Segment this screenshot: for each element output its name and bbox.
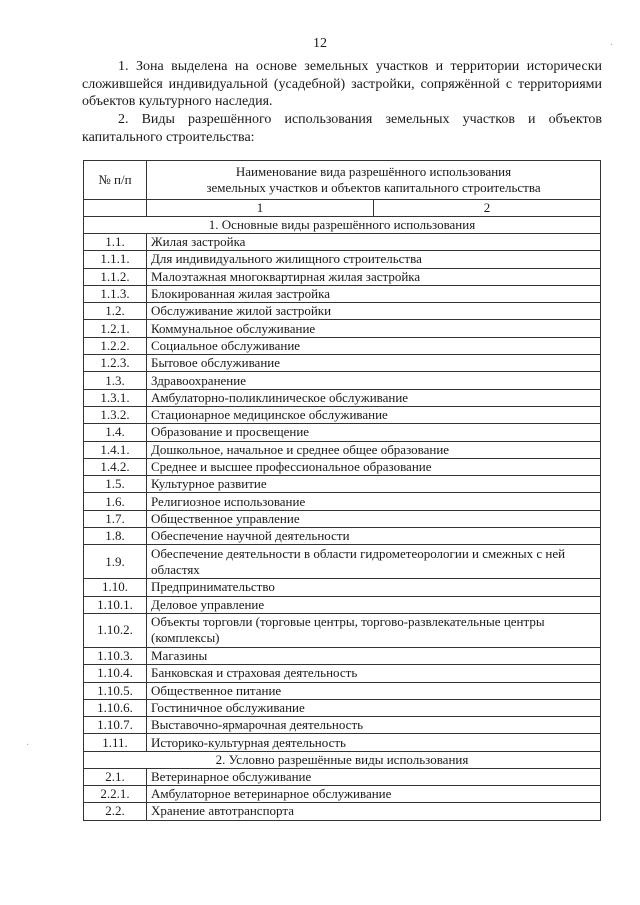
row-use-name: Блокированная жилая застройка bbox=[147, 285, 601, 302]
row-use-name: Дошкольное, начальное и среднее общее образование bbox=[147, 441, 601, 458]
paragraph-uses-intro: 2. Виды разрешённого использования земельных участков и объектов капитального строительства: bbox=[82, 112, 602, 145]
row-number: 1.10.5. bbox=[84, 682, 147, 699]
row-use-name: Общественное управление bbox=[147, 510, 601, 527]
row-use-name: Предпринимательство bbox=[147, 579, 601, 596]
row-use-name: Социальное обслуживание bbox=[147, 337, 601, 354]
row-number: 1.3. bbox=[84, 372, 147, 389]
row-number: 1.4. bbox=[84, 424, 147, 441]
row-use-name: Обслуживание жилой застройки bbox=[147, 303, 601, 320]
row-number: 1.4.1. bbox=[84, 441, 147, 458]
table-row bbox=[84, 424, 601, 441]
table-row bbox=[84, 493, 601, 510]
table-row bbox=[84, 355, 601, 372]
table-row bbox=[84, 372, 601, 389]
table-row bbox=[84, 682, 601, 699]
table-row bbox=[84, 528, 601, 545]
scan-mark: · bbox=[26, 740, 30, 751]
row-use-name: Деловое управление bbox=[147, 596, 601, 613]
permitted-uses-table bbox=[83, 160, 601, 821]
row-use-name: Образование и просвещение bbox=[147, 424, 601, 441]
table-row bbox=[84, 613, 601, 647]
row-number: 1.1.1. bbox=[84, 251, 147, 268]
row-use-name: Объекты торговли (торговые центры, торгово-развлекательные центры (комплексы) bbox=[147, 613, 601, 647]
table-row bbox=[84, 251, 601, 268]
header-number: № п/п bbox=[84, 161, 147, 200]
row-use-name: Амбулаторное ветеринарное обслуживание bbox=[147, 786, 601, 803]
table-row bbox=[84, 803, 601, 820]
row-use-name: Стационарное медицинское обслуживание bbox=[147, 406, 601, 423]
row-use-name: Историко-культурная деятельность bbox=[147, 734, 601, 751]
table-row bbox=[84, 786, 601, 803]
table-row bbox=[84, 337, 601, 354]
column-number-2: 2 bbox=[483, 200, 491, 215]
row-number: 1.10.7. bbox=[84, 717, 147, 734]
row-number: 2.2.1. bbox=[84, 786, 147, 803]
row-number: 1.4.2. bbox=[84, 458, 147, 475]
table-row bbox=[84, 303, 601, 320]
header-name-line1: Наименование вида разрешённого использования bbox=[235, 164, 512, 179]
row-number: 1.3.1. bbox=[84, 389, 147, 406]
row-number: 1.10. bbox=[84, 579, 147, 596]
table-row bbox=[84, 234, 601, 251]
table-row bbox=[84, 441, 601, 458]
row-number: 1.8. bbox=[84, 528, 147, 545]
header-name bbox=[147, 161, 601, 200]
row-use-name: Банковская и страховая деятельность bbox=[147, 665, 601, 682]
header-name-line2: земельных участков и объектов капитального строительства bbox=[206, 180, 541, 195]
row-use-name: Коммунальное обслуживание bbox=[147, 320, 601, 337]
row-use-name: Здравоохранение bbox=[147, 372, 601, 389]
section-title-main: 1. Основные виды разрешённого использования bbox=[84, 217, 601, 234]
table-row bbox=[84, 389, 601, 406]
column-number-1: 1 bbox=[147, 200, 374, 216]
section-title-conditional: 2. Условно разрешённые виды использования bbox=[84, 751, 601, 768]
table-row bbox=[84, 717, 601, 734]
row-use-name: Хранение автотранспорта bbox=[147, 803, 601, 820]
row-use-name: Для индивидуального жилищного строительства bbox=[147, 251, 601, 268]
scan-mark: · bbox=[610, 40, 614, 51]
table-row bbox=[84, 768, 601, 785]
row-number: 1.1.2. bbox=[84, 268, 147, 285]
row-number: 1.7. bbox=[84, 510, 147, 527]
table-row bbox=[84, 458, 601, 475]
table-row bbox=[84, 647, 601, 664]
row-number: 1.10.3. bbox=[84, 647, 147, 664]
row-number: 1.1. bbox=[84, 234, 147, 251]
row-number: 1.2.2. bbox=[84, 337, 147, 354]
page-number: 12 bbox=[313, 36, 327, 51]
row-use-name: Обеспечение научной деятельности bbox=[147, 528, 601, 545]
row-use-name: Малоэтажная многоквартирная жилая застройка bbox=[147, 268, 601, 285]
column-number-row bbox=[84, 200, 601, 217]
row-use-name: Гостиничное обслуживание bbox=[147, 699, 601, 716]
row-use-name: Ветеринарное обслуживание bbox=[147, 768, 601, 785]
row-use-name: Культурное развитие bbox=[147, 476, 601, 493]
table-row bbox=[84, 596, 601, 613]
row-number: 2.2. bbox=[84, 803, 147, 820]
table-row bbox=[84, 285, 601, 302]
row-use-name: Обеспечение деятельности в области гидрометеорологии и смежных с ней областях bbox=[147, 545, 601, 579]
table-row bbox=[84, 268, 601, 285]
table-row bbox=[84, 320, 601, 337]
table-row bbox=[84, 476, 601, 493]
table-row bbox=[84, 406, 601, 423]
row-use-name: Общественное питание bbox=[147, 682, 601, 699]
row-number: 1.2. bbox=[84, 303, 147, 320]
row-number: 1.11. bbox=[84, 734, 147, 751]
table-row bbox=[84, 734, 601, 751]
table-row bbox=[84, 510, 601, 527]
row-use-name: Амбулаторно-поликлиническое обслуживание bbox=[147, 389, 601, 406]
table-row bbox=[84, 699, 601, 716]
table-row bbox=[84, 545, 601, 579]
row-use-name: Религиозное использование bbox=[147, 493, 601, 510]
row-number: 1.3.2. bbox=[84, 406, 147, 423]
row-number: 1.5. bbox=[84, 476, 147, 493]
row-number: 1.10.4. bbox=[84, 665, 147, 682]
row-number: 1.2.1. bbox=[84, 320, 147, 337]
row-use-name: Магазины bbox=[147, 647, 601, 664]
table-row bbox=[84, 665, 601, 682]
row-use-name: Выставочно-ярмарочная деятельность bbox=[147, 717, 601, 734]
row-use-name: Бытовое обслуживание bbox=[147, 355, 601, 372]
row-use-name: Среднее и высшее профессиональное образование bbox=[147, 458, 601, 475]
paragraph-zone-description: 1. Зона выделена на основе земельных участков и территории исторически сложившейся индивидуальной (усадебной) застройки, сопряжённой с территориями объектов культурного наследия. bbox=[82, 59, 602, 109]
row-number: 1.1.3. bbox=[84, 285, 147, 302]
row-use-name: Жилая застройка bbox=[147, 234, 601, 251]
row-number: 1.9. bbox=[84, 545, 147, 579]
row-number: 1.10.6. bbox=[84, 699, 147, 716]
table-row bbox=[84, 579, 601, 596]
row-number: 2.1. bbox=[84, 768, 147, 785]
section-row-conditional bbox=[84, 751, 601, 768]
section-row-main bbox=[84, 217, 601, 234]
row-number: 1.10.2. bbox=[84, 613, 147, 647]
row-number: 1.2.3. bbox=[84, 355, 147, 372]
row-number: 1.6. bbox=[84, 493, 147, 510]
row-number: 1.10.1. bbox=[84, 596, 147, 613]
